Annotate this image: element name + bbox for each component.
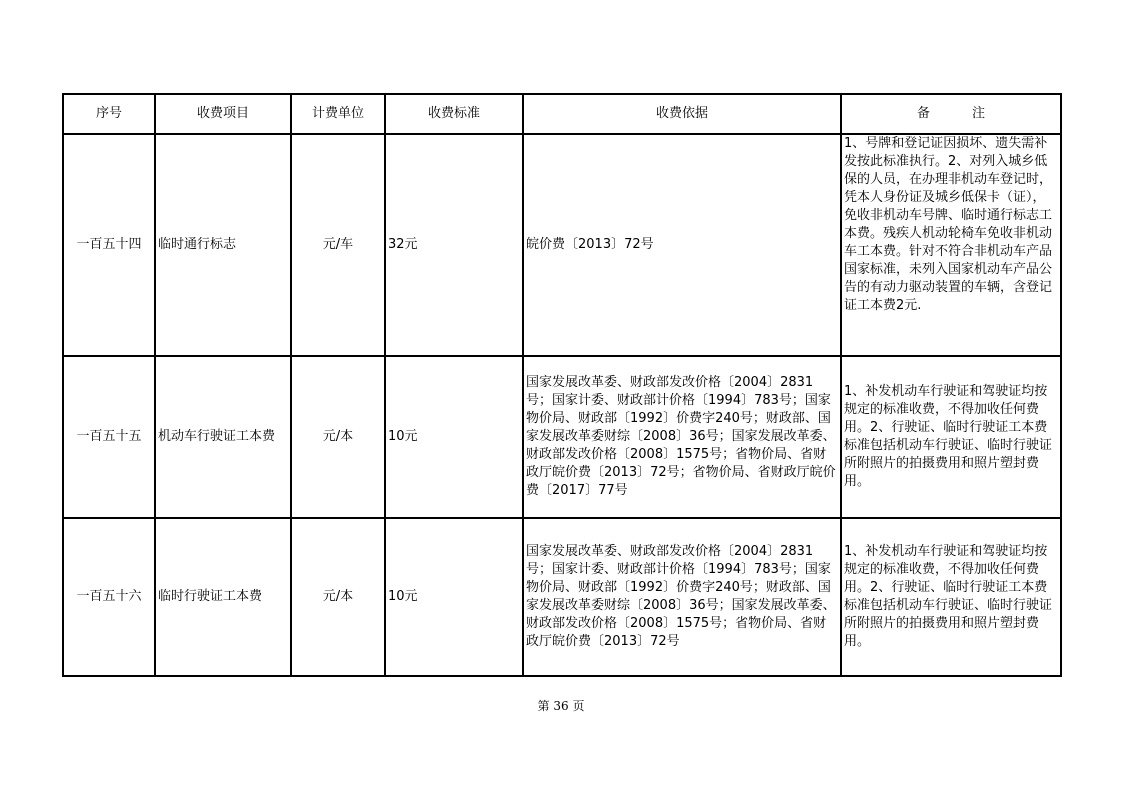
cell-standard: 10元 [385,356,523,518]
fee-table [62,93,1062,677]
cell-seq: 一百五十五 [63,356,155,518]
cell-basis: 国家发展改革委、财政部发改价格〔2004〕2831号；国家计委、财政部计价格〔1994〕783号；国家物价局、财政部〔1992〕价费字240号；财政部、国家发展改革委财综〔2008〕36号；国家发展改革委、财政部发改价格〔2008〕1575号；省物价局、省财政厅皖价费〔2013〕72号 [523,518,841,676]
cell-standard: 32元 [385,134,523,356]
header-seq: 序号 [63,94,155,134]
cell-seq: 一百五十六 [63,518,155,676]
table-row [63,356,1061,518]
header-remark [841,94,1061,134]
header-standard: 收费标准 [385,94,523,134]
table-row [63,518,1061,676]
cell-remark: 1、补发机动车行驶证和驾驶证均按规定的标准收费，不得加收任何费用。2、行驶证、临时行驶证工本费标准包括机动车行驶证、临时行驶证所附照片的拍摄费用和照片塑封费用。 [841,518,1061,676]
cell-item: 临时行驶证工本费 [155,518,291,676]
cell-basis: 皖价费〔2013〕72号 [523,134,841,356]
header-basis: 收费依据 [523,94,841,134]
cell-unit: 元/车 [291,134,385,356]
cell-remark: 1、号牌和登记证因损坏、遗失需补发按此标准执行。2、对列入城乡低保的人员，在办理非机动车登记时，凭本人身份证及城乡低保卡（证），免收非机动车号牌、临时通行标志工本费。残疾人机动轮椅车免收非机动车工本费。针对不符合非机动车产品国家标准，未列入国家机动车产品公告的有动力驱动装置的车辆，含登记证工本费2元. [841,134,1061,356]
header-item: 收费项目 [155,94,291,134]
cell-unit: 元/本 [291,518,385,676]
cell-standard: 10元 [385,518,523,676]
header-remark-part2: 注 [972,106,986,121]
cell-seq: 一百五十四 [63,134,155,356]
table-row [63,134,1061,356]
cell-remark: 1、补发机动车行驶证和驾驶证均按规定的标准收费，不得加收任何费用。2、行驶证、临时行驶证工本费标准包括机动车行驶证、临时行驶证所附照片的拍摄费用和照片塑封费用。 [841,356,1061,518]
cell-item: 机动车行驶证工本费 [155,356,291,518]
header-row [63,94,1061,134]
header-remark-part1: 备 [916,106,930,121]
cell-unit: 元/本 [291,356,385,518]
header-unit: 计费单位 [291,94,385,134]
cell-basis: 国家发展改革委、财政部发改价格〔2004〕2831号；国家计委、财政部计价格〔1994〕783号；国家物价局、财政部〔1992〕价费字240号；财政部、国家发展改革委财综〔2008〕36号；国家发展改革委、财政部发改价格〔2008〕1575号；省物价局、省财政厅皖价费〔2013〕72号；省物价局、省财政厅皖价费〔2017〕77号 [523,356,841,518]
cell-item: 临时通行标志 [155,134,291,356]
page-number: 第 36 页 [537,699,585,713]
